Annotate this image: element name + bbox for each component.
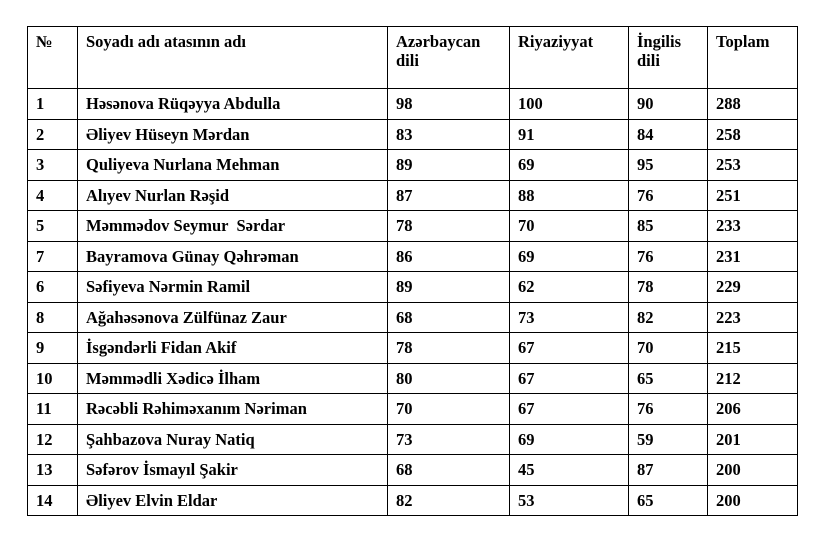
table-row [28, 363, 798, 394]
cell-eng: 65 [629, 485, 708, 516]
cell-az: 70 [388, 394, 510, 425]
cell-name: Səfərov İsmayıl Şakir [78, 455, 388, 486]
cell-total: 251 [708, 180, 798, 211]
header-eng-line1: İngilis [637, 32, 682, 51]
cell-number: 5 [28, 211, 78, 242]
cell-eng: 70 [629, 333, 708, 364]
header-row [28, 27, 798, 89]
cell-number: 13 [28, 455, 78, 486]
cell-math: 100 [510, 89, 629, 120]
cell-number: 3 [28, 150, 78, 181]
cell-total: 231 [708, 241, 798, 272]
cell-number: 8 [28, 302, 78, 333]
cell-name: Səfiyeva Nərmin Ramil [78, 272, 388, 303]
cell-eng: 90 [629, 89, 708, 120]
table-row [28, 241, 798, 272]
cell-math: 91 [510, 119, 629, 150]
table-row [28, 424, 798, 455]
table-row [28, 485, 798, 516]
cell-total: 229 [708, 272, 798, 303]
cell-number: 9 [28, 333, 78, 364]
cell-number: 4 [28, 180, 78, 211]
table-row [28, 119, 798, 150]
table-row [28, 150, 798, 181]
cell-math: 70 [510, 211, 629, 242]
cell-az: 98 [388, 89, 510, 120]
cell-math: 67 [510, 363, 629, 394]
cell-math: 69 [510, 241, 629, 272]
cell-total: 288 [708, 89, 798, 120]
cell-total: 200 [708, 455, 798, 486]
cell-number: 1 [28, 89, 78, 120]
cell-name: Əliyev Elvin Eldar [78, 485, 388, 516]
cell-math: 88 [510, 180, 629, 211]
cell-az: 78 [388, 333, 510, 364]
cell-math: 67 [510, 394, 629, 425]
cell-number: 11 [28, 394, 78, 425]
table-row [28, 272, 798, 303]
cell-eng: 76 [629, 180, 708, 211]
cell-eng: 76 [629, 241, 708, 272]
cell-eng: 76 [629, 394, 708, 425]
cell-name: Ağahəsənova Zülfünaz Zaur [78, 302, 388, 333]
cell-eng: 85 [629, 211, 708, 242]
cell-number: 6 [28, 272, 78, 303]
cell-eng: 78 [629, 272, 708, 303]
header-total: Toplam [708, 27, 798, 89]
cell-name: Alıyev Nurlan Rəşid [78, 180, 388, 211]
cell-eng: 65 [629, 363, 708, 394]
cell-total: 200 [708, 485, 798, 516]
header-azerbaijani-language [388, 27, 510, 89]
cell-eng: 87 [629, 455, 708, 486]
cell-az: 87 [388, 180, 510, 211]
cell-total: 215 [708, 333, 798, 364]
header-english-language [629, 27, 708, 89]
cell-eng: 59 [629, 424, 708, 455]
table-row [28, 333, 798, 364]
table-row [28, 211, 798, 242]
cell-math: 45 [510, 455, 629, 486]
table-row [28, 455, 798, 486]
cell-az: 83 [388, 119, 510, 150]
table-row [28, 89, 798, 120]
cell-number: 7 [28, 241, 78, 272]
cell-name: Məmmədov Seymur Sərdar [78, 211, 388, 242]
cell-az: 82 [388, 485, 510, 516]
cell-number: 12 [28, 424, 78, 455]
cell-total: 258 [708, 119, 798, 150]
cell-math: 69 [510, 424, 629, 455]
cell-name: İsgəndərli Fidan Akif [78, 333, 388, 364]
cell-math: 62 [510, 272, 629, 303]
header-eng-line2: dili [637, 51, 660, 70]
results-table [27, 26, 798, 516]
cell-az: 68 [388, 455, 510, 486]
cell-az: 73 [388, 424, 510, 455]
cell-eng: 84 [629, 119, 708, 150]
header-az-line2: dili [396, 51, 419, 70]
cell-name: Əliyev Hüseyn Mərdan [78, 119, 388, 150]
header-number: № [28, 27, 78, 89]
cell-name: Şahbazova Nuray Natiq [78, 424, 388, 455]
table-row [28, 394, 798, 425]
cell-az: 80 [388, 363, 510, 394]
table-body [28, 89, 798, 516]
cell-name: Rəcəbli Rəhiməxanım Nəriman [78, 394, 388, 425]
cell-az: 89 [388, 272, 510, 303]
cell-name: Bayramova Günay Qəhrəman [78, 241, 388, 272]
cell-total: 201 [708, 424, 798, 455]
cell-number: 14 [28, 485, 78, 516]
table-row [28, 180, 798, 211]
cell-eng: 82 [629, 302, 708, 333]
cell-math: 67 [510, 333, 629, 364]
cell-number: 2 [28, 119, 78, 150]
table-row [28, 302, 798, 333]
cell-az: 86 [388, 241, 510, 272]
cell-math: 53 [510, 485, 629, 516]
cell-number: 10 [28, 363, 78, 394]
cell-total: 233 [708, 211, 798, 242]
cell-math: 73 [510, 302, 629, 333]
cell-az: 89 [388, 150, 510, 181]
header-mathematics: Riyaziyyat [510, 27, 629, 89]
cell-name: Quliyeva Nurlana Mehman [78, 150, 388, 181]
header-full-name: Soyadı adı atasının adı [78, 27, 388, 89]
header-az-line1: Azərbaycan [396, 32, 481, 51]
cell-eng: 95 [629, 150, 708, 181]
cell-total: 206 [708, 394, 798, 425]
cell-math: 69 [510, 150, 629, 181]
cell-total: 223 [708, 302, 798, 333]
cell-name: Məmmədli Xədicə İlham [78, 363, 388, 394]
cell-az: 78 [388, 211, 510, 242]
cell-name: Həsənova Rüqəyya Abdulla [78, 89, 388, 120]
cell-az: 68 [388, 302, 510, 333]
cell-total: 212 [708, 363, 798, 394]
cell-total: 253 [708, 150, 798, 181]
